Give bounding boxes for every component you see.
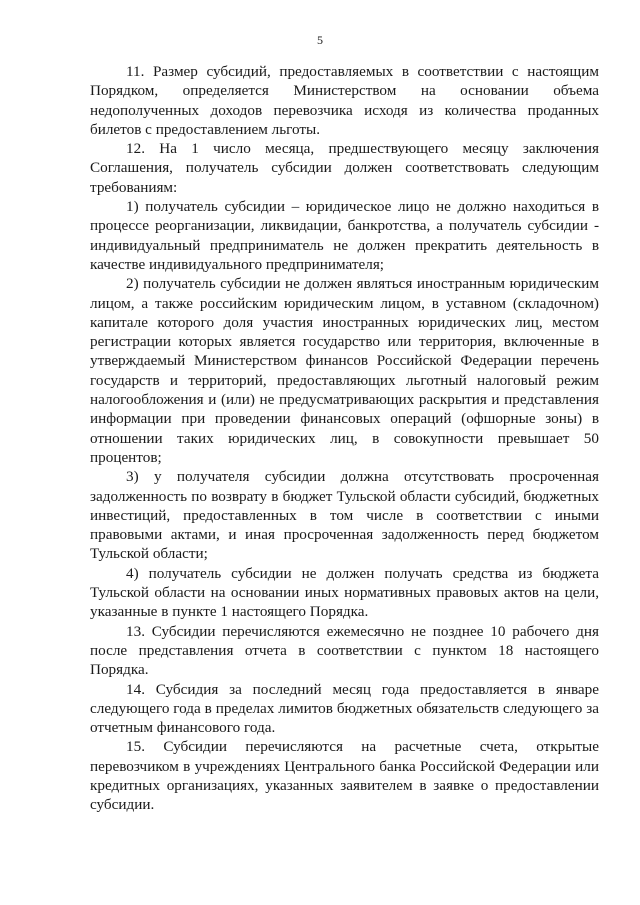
- paragraph-15: 15. Субсидии перечисляются на расчетные счета, открытые перевозчиком в учреждениях Центрального банка Российской Федерации или кредитных организациях, указанных заявителем в заявке о предоставлении субсидии.: [90, 738, 599, 814]
- paragraph-12-item-4: 4) получатель субсидии не должен получать средства из бюджета Тульской области на основании иных нормативных правовых актов на цели, указанные в пункте 1 настоящего Порядка.: [90, 564, 599, 621]
- paragraph-13: 13. Субсидии перечисляются ежемесячно не позднее 10 рабочего дня после представления отчета в соответствии с пунктом 18 настоящего Порядка.: [90, 622, 599, 679]
- paragraph-12-item-2: 2) получатель субсидии не должен являться иностранным юридическим лицом, а также российским юридическим лицом, в уставном (складочном) капитале которого доля участия иностранных юридических лиц, местом регистрации которых является государство или территория, включенные в утверждаемый Министерством финансов Российской Федерации перечень государств и территорий, предоставляющих льготный налоговый режим налогообложения и (или) не предусматривающих раскрытия и представления информации при проведении финансовых операций (офшорные зоны) в отношении таких юридических лиц, в совокупности превышает 50 процентов;: [90, 275, 599, 466]
- paragraph-12: 12. На 1 число месяца, предшествующего месяцу заключения Соглашения, получатель субсидии должен соответствовать следующим требованиям:: [90, 140, 599, 196]
- paragraph-14: 14. Субсидия за последний месяц года предоставляется в январе следующего года в пределах лимитов бюджетных обязательств следующего за отчетным финансового года.: [90, 680, 599, 737]
- paragraph-11: 11. Размер субсидий, предоставляемых в соответствии с настоящим Порядком, определяется Министерством на основании объема недополученных доходов перевозчика исходя из количества проданных билетов с предоставлением льготы.: [90, 63, 599, 138]
- paragraph-12-item-3: 3) у получателя субсидии должна отсутствовать просроченная задолженность по возврату в бюджет Тульской области субсидий, бюджетных инвестиций, предоставленных в том числе в соответствии с иными правовыми актами, и иная просроченная задолженность перед бюджетом Тульской области;: [90, 468, 599, 563]
- paragraph-12-item-1: 1) получатель субсидии – юридическое лицо не должно находиться в процессе реорганизации, ликвидации, банкротства, а получатель субсидии - индивидуальный предприниматель не должен прекратить деятельность в качестве индивидуального предпринимателя;: [90, 198, 599, 273]
- document-body: [90, 62, 599, 815]
- page-number: 5: [317, 33, 323, 47]
